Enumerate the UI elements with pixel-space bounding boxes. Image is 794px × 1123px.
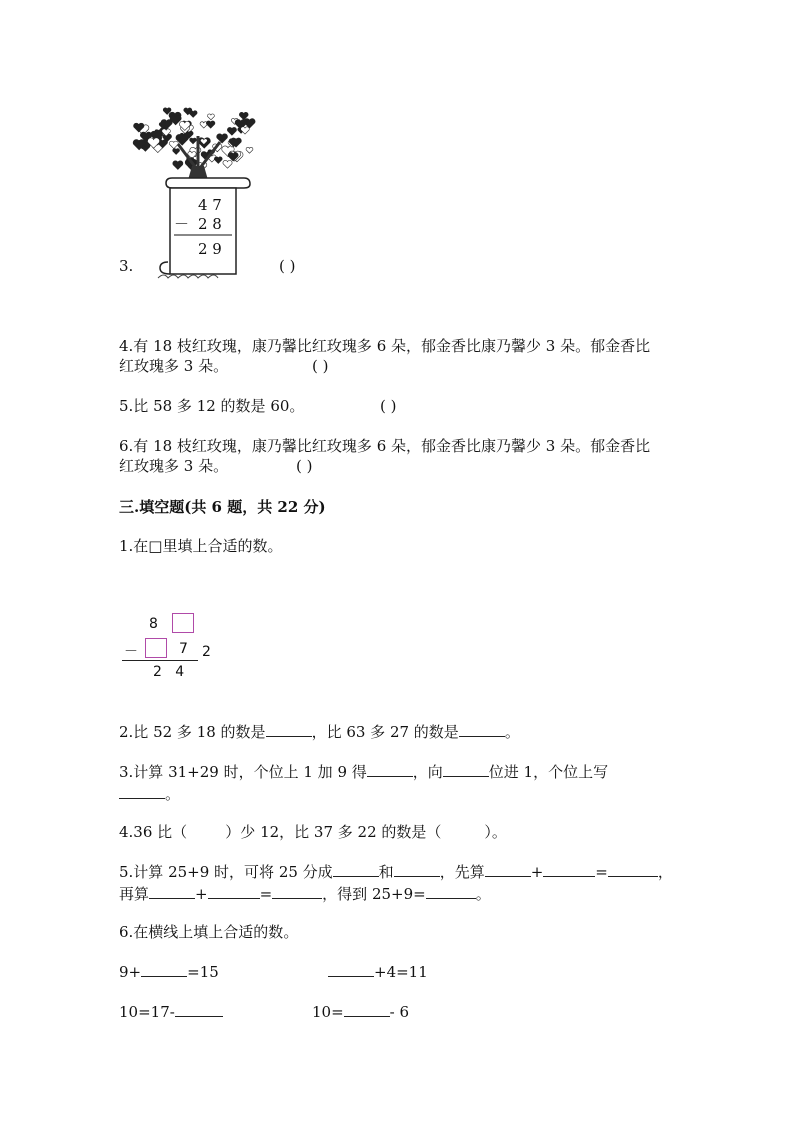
calc-result: 2 9: [198, 240, 222, 258]
calc-top: 4 7: [198, 196, 222, 214]
calc-sub: 2 8: [198, 215, 222, 233]
text-part: +: [195, 885, 208, 903]
text-part-c: 位进 1，个位上写: [488, 763, 609, 781]
stray-digit: 2: [202, 644, 211, 660]
answer-box-sub[interactable]: [145, 638, 167, 658]
answer-blank[interactable]: [149, 884, 195, 899]
answer-blank[interactable]: [272, 884, 322, 899]
text-part-a: 3.计算 31+29 时，个位上 1 加 9 得: [119, 763, 367, 781]
result-digits: 2 4: [153, 664, 185, 680]
answer-blank[interactable]: [485, 862, 531, 877]
tree-scroll-illustration: [128, 96, 268, 291]
text-part: 和: [378, 863, 394, 881]
text-part: =: [259, 885, 273, 903]
text-part-c: 。: [504, 723, 520, 741]
equation-4: [312, 1002, 409, 1022]
answer-blank[interactable]: [543, 862, 595, 877]
answer-blank[interactable]: [344, 1002, 390, 1017]
heart-leaf-icon: [241, 127, 249, 134]
text-part-b: ，比 63 多 27 的数是: [311, 723, 459, 741]
answer-blank[interactable]: [119, 784, 165, 799]
text-part: 。: [475, 885, 491, 903]
eq-text: 10=17-: [119, 1003, 175, 1021]
text-part: ，先算: [439, 863, 485, 881]
text-part: +: [530, 863, 544, 881]
heart-leaf-icon: [173, 161, 183, 170]
equation-2: [328, 962, 428, 982]
heart-tree-icon: [133, 104, 255, 170]
fill-question-4: 4.36 比（ ）少 12，比 37 多 22 的数是（ ）。: [119, 823, 507, 841]
answer-box-top[interactable]: [172, 613, 194, 633]
text-part: ，得到 25+9=: [322, 885, 426, 903]
question-text-line2: 红玫瑰多 3 朵。: [119, 457, 229, 475]
question-text-line1: 6.有 18 枝红玫瑰，康乃馨比红玫瑰多 6 朵，郁金香比康乃馨少 3 朵。郁金香比: [119, 437, 651, 455]
answer-blank[interactable]: [443, 762, 489, 777]
answer-blank[interactable]: [333, 862, 379, 877]
top-digit: 8: [149, 616, 158, 632]
fill-question-2: [119, 722, 520, 742]
answer-blank[interactable]: [426, 884, 476, 899]
answer-blank[interactable]: [394, 862, 440, 877]
eq-text: 9+: [119, 963, 142, 981]
heart-leaf-icon: [246, 147, 253, 153]
text-part: 再算: [119, 885, 150, 903]
eq-text: =15: [187, 963, 219, 981]
eq-text: +4=11: [374, 963, 428, 981]
answer-blank[interactable]: [328, 962, 374, 977]
heart-leaf-icon: [223, 160, 232, 168]
equation-1: [119, 962, 219, 982]
equation-3: [119, 1002, 223, 1022]
answer-blank[interactable]: [367, 762, 413, 777]
sub-digit: 7: [179, 641, 188, 657]
answer-blank[interactable]: [175, 1002, 223, 1017]
eq-text: - 6: [389, 1003, 410, 1021]
answer-paren[interactable]: ( ): [296, 457, 313, 475]
section-heading: 三.填空题(共 6 题，共 22 分): [119, 498, 326, 516]
text-part: 5.计算 25+9 时，可将 25 分成: [119, 863, 333, 881]
answer-paren[interactable]: ( ): [279, 257, 296, 275]
text-part-a: 2.比 52 多 18 的数是: [119, 723, 266, 741]
answer-blank[interactable]: [141, 962, 187, 977]
answer-blank[interactable]: [208, 884, 260, 899]
answer-blank[interactable]: [459, 722, 505, 737]
question-text: 1.在□里填上合适的数。: [119, 537, 283, 555]
question-text-line2: 红玫瑰多 3 朵。: [119, 357, 229, 375]
text-part: =: [595, 863, 608, 881]
calc-sign: －: [174, 215, 190, 233]
calc-underline: [122, 660, 198, 661]
minus-sign: －: [124, 644, 138, 660]
question-number: 3.: [119, 257, 134, 275]
answer-blank[interactable]: [608, 862, 658, 877]
question-text: 5.比 58 多 12 的数是 60。: [119, 397, 305, 415]
text-part: ，: [657, 863, 673, 881]
answer-blank[interactable]: [266, 722, 312, 737]
question-text-line1: 4.有 18 枝红玫瑰，康乃馨比红玫瑰多 6 朵，郁金香比康乃馨少 3 朵。郁金香比: [119, 337, 651, 355]
answer-paren[interactable]: ( ): [380, 397, 397, 415]
question-text: 6.在横线上填上合适的数。: [119, 923, 299, 941]
answer-paren[interactable]: ( ): [312, 357, 329, 375]
text-part-d: 。: [165, 785, 181, 803]
eq-text: 10=: [312, 1003, 344, 1021]
text-part-b: ，向: [412, 763, 443, 781]
